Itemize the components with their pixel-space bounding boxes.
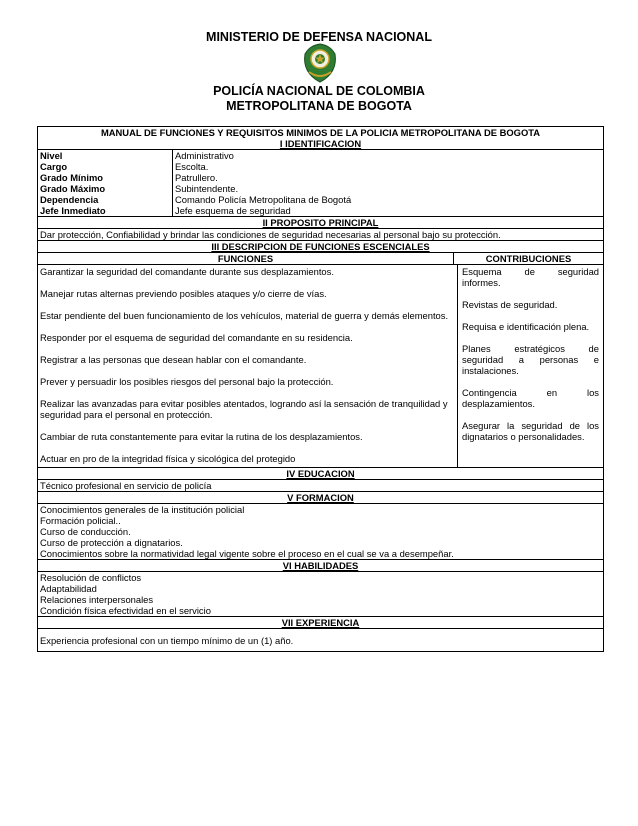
education-text: Técnico profesional en servicio de policía [38,479,603,491]
value-dependencia: Comando Policía Metropolitana de Bogotá [175,194,352,205]
experience-text: Experiencia profesional con un tiempo mínimo de un (1) año. [38,628,603,651]
contribution-item: Planes estratégicos de seguridad a personas e instalaciones. [462,343,599,376]
label-cargo: Cargo [40,161,68,172]
training-item: Curso de conducción. [40,526,131,537]
function-item: Estar pendiente del buen funcionamiento de los vehículos, material de guerra y demás elementos. [40,310,449,321]
skill-item: Condición física efectividad en el servicio [40,605,211,616]
education-heading: IV EDUCACION [38,467,603,479]
experience-heading: VII EXPERIENCIA [38,616,603,628]
police-title: POLICÍA NACIONAL DE COLOMBIA [213,84,425,98]
training-heading: V FORMACION [38,491,603,503]
skills-list [38,571,603,616]
identification-block [38,149,603,216]
value-grado-minimo: Patrullero. [175,172,218,183]
function-item: Prever y persuadir los posibles riesgos del personal bajo la protección. [40,376,334,387]
skill-item: Adaptabilidad [40,583,97,594]
training-item: Conocimientos generales de la institución policial [40,504,245,515]
purpose-text: Dar protección, Confiabilidad y brindar las condiciones de seguridad necesarias al personal bajo su protección. [38,228,603,240]
functions-manual-table [37,126,604,652]
purpose-heading: II PROPOSITO PRINCIPAL [38,216,603,228]
training-item: Formación policial.. [40,515,121,526]
label-grado-maximo: Grado Máximo [40,183,106,194]
label-jefe-inmediato: Jefe Inmediato [40,205,106,216]
functions-description-heading: III DESCRIPCION DE FUNCIONES ESCENCIALES [38,240,603,252]
functions-column-header: FUNCIONES [38,253,454,264]
value-nivel: Administrativo [175,150,234,161]
contribution-item: Asegurar la seguridad de los dignatarios o personalidades. [462,420,599,442]
function-item: Cambiar de ruta constantemente para evitar la rutina de los desplazamientos. [40,431,363,442]
function-item: Manejar rutas alternas previendo posibles ataques y/o cierre de vías. [40,288,327,299]
ministry-title: MINISTERIO DE DEFENSA NACIONAL [206,30,432,44]
identification-heading: I IDENTIFICACION [279,138,362,149]
label-nivel: Nivel [40,150,63,161]
value-grado-maximo: Subintendente. [175,183,239,194]
training-item: Conocimientos sobre la normatividad legal vigente sobre el proceso en el cual se va a desempeñar. [40,548,454,559]
contributions-column-header: CONTRIBUCIONES [485,253,572,264]
training-list [38,503,603,559]
function-item: Actuar en pro de la integridad física y sicológica del protegido [40,453,296,464]
functions-list [38,265,458,467]
contribution-item: Revistas de seguridad. [462,299,558,310]
function-item: Responder por el esquema de seguridad del comandante en su residencia. [40,332,353,343]
contribution-item: Contingencia en los desplazamientos. [462,387,599,409]
function-item: Registrar a las personas que desean hablar con el comandante. [40,354,307,365]
function-item: Realizar las avanzadas para evitar posibles atentados, logrando así la sensación de tranquilidad y seguridad para el personal en protección. [40,398,448,420]
skill-item: Resolución de conflictos [40,572,142,583]
contributions-list [458,265,603,467]
label-grado-minimo: Grado Mínimo [40,172,104,183]
contribution-item: Esquema de seguridad informes. [462,266,599,288]
training-item: Curso de protección a dignatarios. [40,537,183,548]
functions-column-headers [38,252,603,264]
function-item: Garantizar la seguridad del comandante durante sus desplazamientos. [40,266,334,277]
functions-block [38,264,603,467]
value-jefe-inmediato: Jefe esquema de seguridad [175,205,291,216]
contribution-item: Requisa e identificación plena. [462,321,590,332]
manual-title: MANUAL DE FUNCIONES Y REQUISITOS MINIMOS DE LA POLICIA METROPOLITANA DE BOGOTA [100,127,541,138]
metropolitan-title: METROPOLITANA DE BOGOTA [226,99,412,113]
skill-item: Relaciones interpersonales [40,594,154,605]
skills-heading: VI HABILIDADES [38,559,603,571]
value-cargo: Escolta. [175,161,209,172]
label-dependencia: Dependencia [40,194,99,205]
police-seal-icon [300,42,340,84]
